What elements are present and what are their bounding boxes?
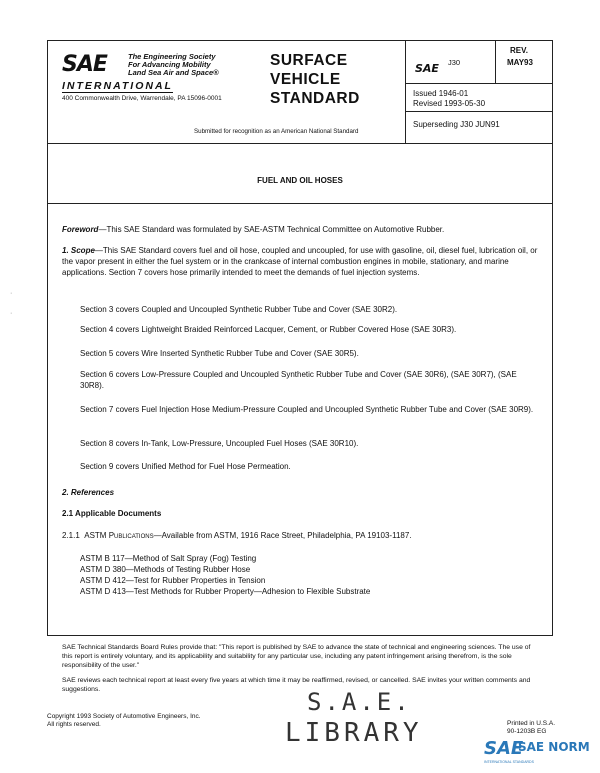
astm-label: ASTM Publications bbox=[84, 531, 154, 540]
scope-label: 1. Scope bbox=[62, 246, 95, 255]
header-vertical-rule bbox=[405, 40, 406, 143]
astm-clause-number: 2.1.1 bbox=[62, 531, 80, 540]
issued-divider bbox=[405, 111, 553, 112]
issue-dates bbox=[413, 89, 485, 109]
rev-label: REV. bbox=[510, 46, 528, 55]
scope-text: —This SAE Standard covers fuel and oil hose, coupled and uncoupled, for use with gasoline, oil, diesel fuel, lubrication oil, or the vapor present in either the fuel system or in the crankcase of internal combustion engines in mobile, stationary, and marine applications. Section 7 covers hose primarily intended to meet the demands of fuel injection systems. bbox=[62, 246, 538, 277]
header-divider bbox=[47, 143, 553, 144]
scope-paragraph bbox=[62, 245, 542, 278]
sae-logo: SAE bbox=[62, 52, 107, 77]
international-wordmark: INTERNATIONAL bbox=[62, 80, 173, 92]
astm-publications-paragraph bbox=[62, 530, 542, 541]
watermark-subtext: INTERNATIONAL STANDARDS bbox=[484, 760, 534, 764]
references-heading-text: 2. References bbox=[62, 488, 115, 497]
applicable-documents-heading: 2.1 Applicable Documents bbox=[62, 509, 162, 518]
society-address: 400 Commonwealth Drive, Warrendale, PA 15096-0001 bbox=[62, 95, 222, 102]
society-line-2: For Advancing Mobility bbox=[128, 60, 211, 69]
section-item: Section 5 covers Wire Inserted Synthetic Rubber Tube and Cover (SAE 30R5). bbox=[80, 349, 359, 358]
document-title: FUEL AND OIL HOSES bbox=[257, 176, 343, 185]
printed-line: Printed in U.S.A. bbox=[507, 720, 556, 727]
printed-line: 90-1203B EG bbox=[507, 728, 547, 735]
astm-text: —Available from ASTM, 1916 Race Street, Philadelphia, PA 19103-1187. bbox=[153, 531, 412, 540]
section-item: Section 6 covers Low-Pressure Coupled and Uncoupled Synthetic Rubber Tube and Cover (SAE 30R6), (SAE 30R7), (SAE 30R8). bbox=[80, 370, 517, 390]
superseding-note: Superseding J30 JUN91 bbox=[413, 120, 500, 129]
stamp-line: S.A.E. bbox=[307, 688, 412, 716]
society-line-1: The Engineering Society bbox=[128, 52, 216, 61]
foreword-text: —This SAE Standard was formulated by SAE-ASTM Technical Committee on Automotive Rubber. bbox=[98, 225, 445, 234]
section-item: Section 9 covers Unified Method for Fuel Hose Permeation. bbox=[80, 462, 291, 471]
astm-list-item: ASTM D 380—Methods of Testing Rubber Hose bbox=[80, 565, 251, 574]
stamp-line: LIBRARY bbox=[285, 718, 423, 748]
doc-type-line: STANDARD bbox=[270, 90, 360, 107]
revised-date: Revised 1993-05-30 bbox=[413, 99, 486, 108]
astm-list-item: ASTM B 117—Method of Salt Spray (Fog) Testing bbox=[80, 554, 257, 563]
foreword-paragraph bbox=[62, 224, 542, 235]
scan-mark: · bbox=[10, 290, 13, 297]
section-item: Section 3 covers Coupled and Uncoupled Synthetic Rubber Tube and Cover (SAE 30R2). bbox=[80, 305, 398, 314]
title-divider bbox=[47, 203, 553, 204]
watermark-text: SAE NORM bbox=[518, 740, 590, 754]
docnum-divider bbox=[405, 83, 553, 84]
copyright-notice bbox=[47, 713, 201, 729]
section-item: Section 7 covers Fuel Injection Hose Medium-Pressure Coupled and Uncoupled Synthetic Rubber Tube and Cover (SAE 30R9). bbox=[80, 405, 534, 414]
references-heading bbox=[62, 487, 542, 498]
scan-mark: · bbox=[10, 310, 13, 317]
sae-norm-watermark bbox=[482, 738, 597, 768]
registered-mark: ® bbox=[213, 68, 219, 77]
standards-board-rules-note: SAE Technical Standards Board Rules provide that: "This report is published by SAE to advance the state of technical and engineering sciences. The use of this report is entirely voluntary, and its applicability and suitability for any particular use, including any patent infringement arising therefrom, is the sole responsibility of the user." bbox=[62, 644, 531, 669]
copyright-line: Copyright 1993 Society of Automotive Engineers, Inc. bbox=[47, 713, 201, 720]
doc-type-line: SURFACE bbox=[270, 52, 348, 69]
doc-type-line: VEHICLE bbox=[270, 71, 341, 88]
society-line-3: Land Sea Air and Space® bbox=[128, 68, 219, 77]
review-note: SAE reviews each technical report at least every five years at which time it may be reaffirmed, revised, or cancelled. SAE invites your written comments and suggestions. bbox=[62, 677, 531, 693]
copyright-line: All rights reserved. bbox=[47, 721, 101, 728]
rev-value: MAY93 bbox=[507, 58, 533, 67]
astm-list-item: ASTM D 412—Test for Rubber Properties in Tension bbox=[80, 576, 266, 585]
section-item: Section 4 covers Lightweight Braided Reinforced Lacquer, Cement, or Rubber Covered Hose (SAE 30R3). bbox=[80, 325, 457, 334]
document-number: J30 bbox=[448, 58, 461, 67]
sae-logo-block bbox=[62, 50, 252, 105]
sae-small-logo: SAE bbox=[415, 62, 439, 75]
watermark-logo: SAE bbox=[484, 738, 524, 759]
astm-list-item: ASTM D 413—Test Methods for Rubber Property—Adhesion to Flexible Substrate bbox=[80, 587, 371, 596]
library-stamp bbox=[285, 688, 435, 758]
rev-vertical-rule bbox=[495, 40, 496, 83]
section-item: Section 8 covers In-Tank, Low-Pressure, Uncoupled Fuel Hoses (SAE 30R10). bbox=[80, 439, 359, 448]
document-type bbox=[270, 51, 360, 108]
foreword-label: Foreword bbox=[62, 225, 99, 234]
issued-date: Issued 1946-01 bbox=[413, 89, 469, 98]
ansi-submission-note: Submitted for recognition as an American National Standard bbox=[194, 128, 359, 135]
printed-info bbox=[507, 720, 555, 736]
